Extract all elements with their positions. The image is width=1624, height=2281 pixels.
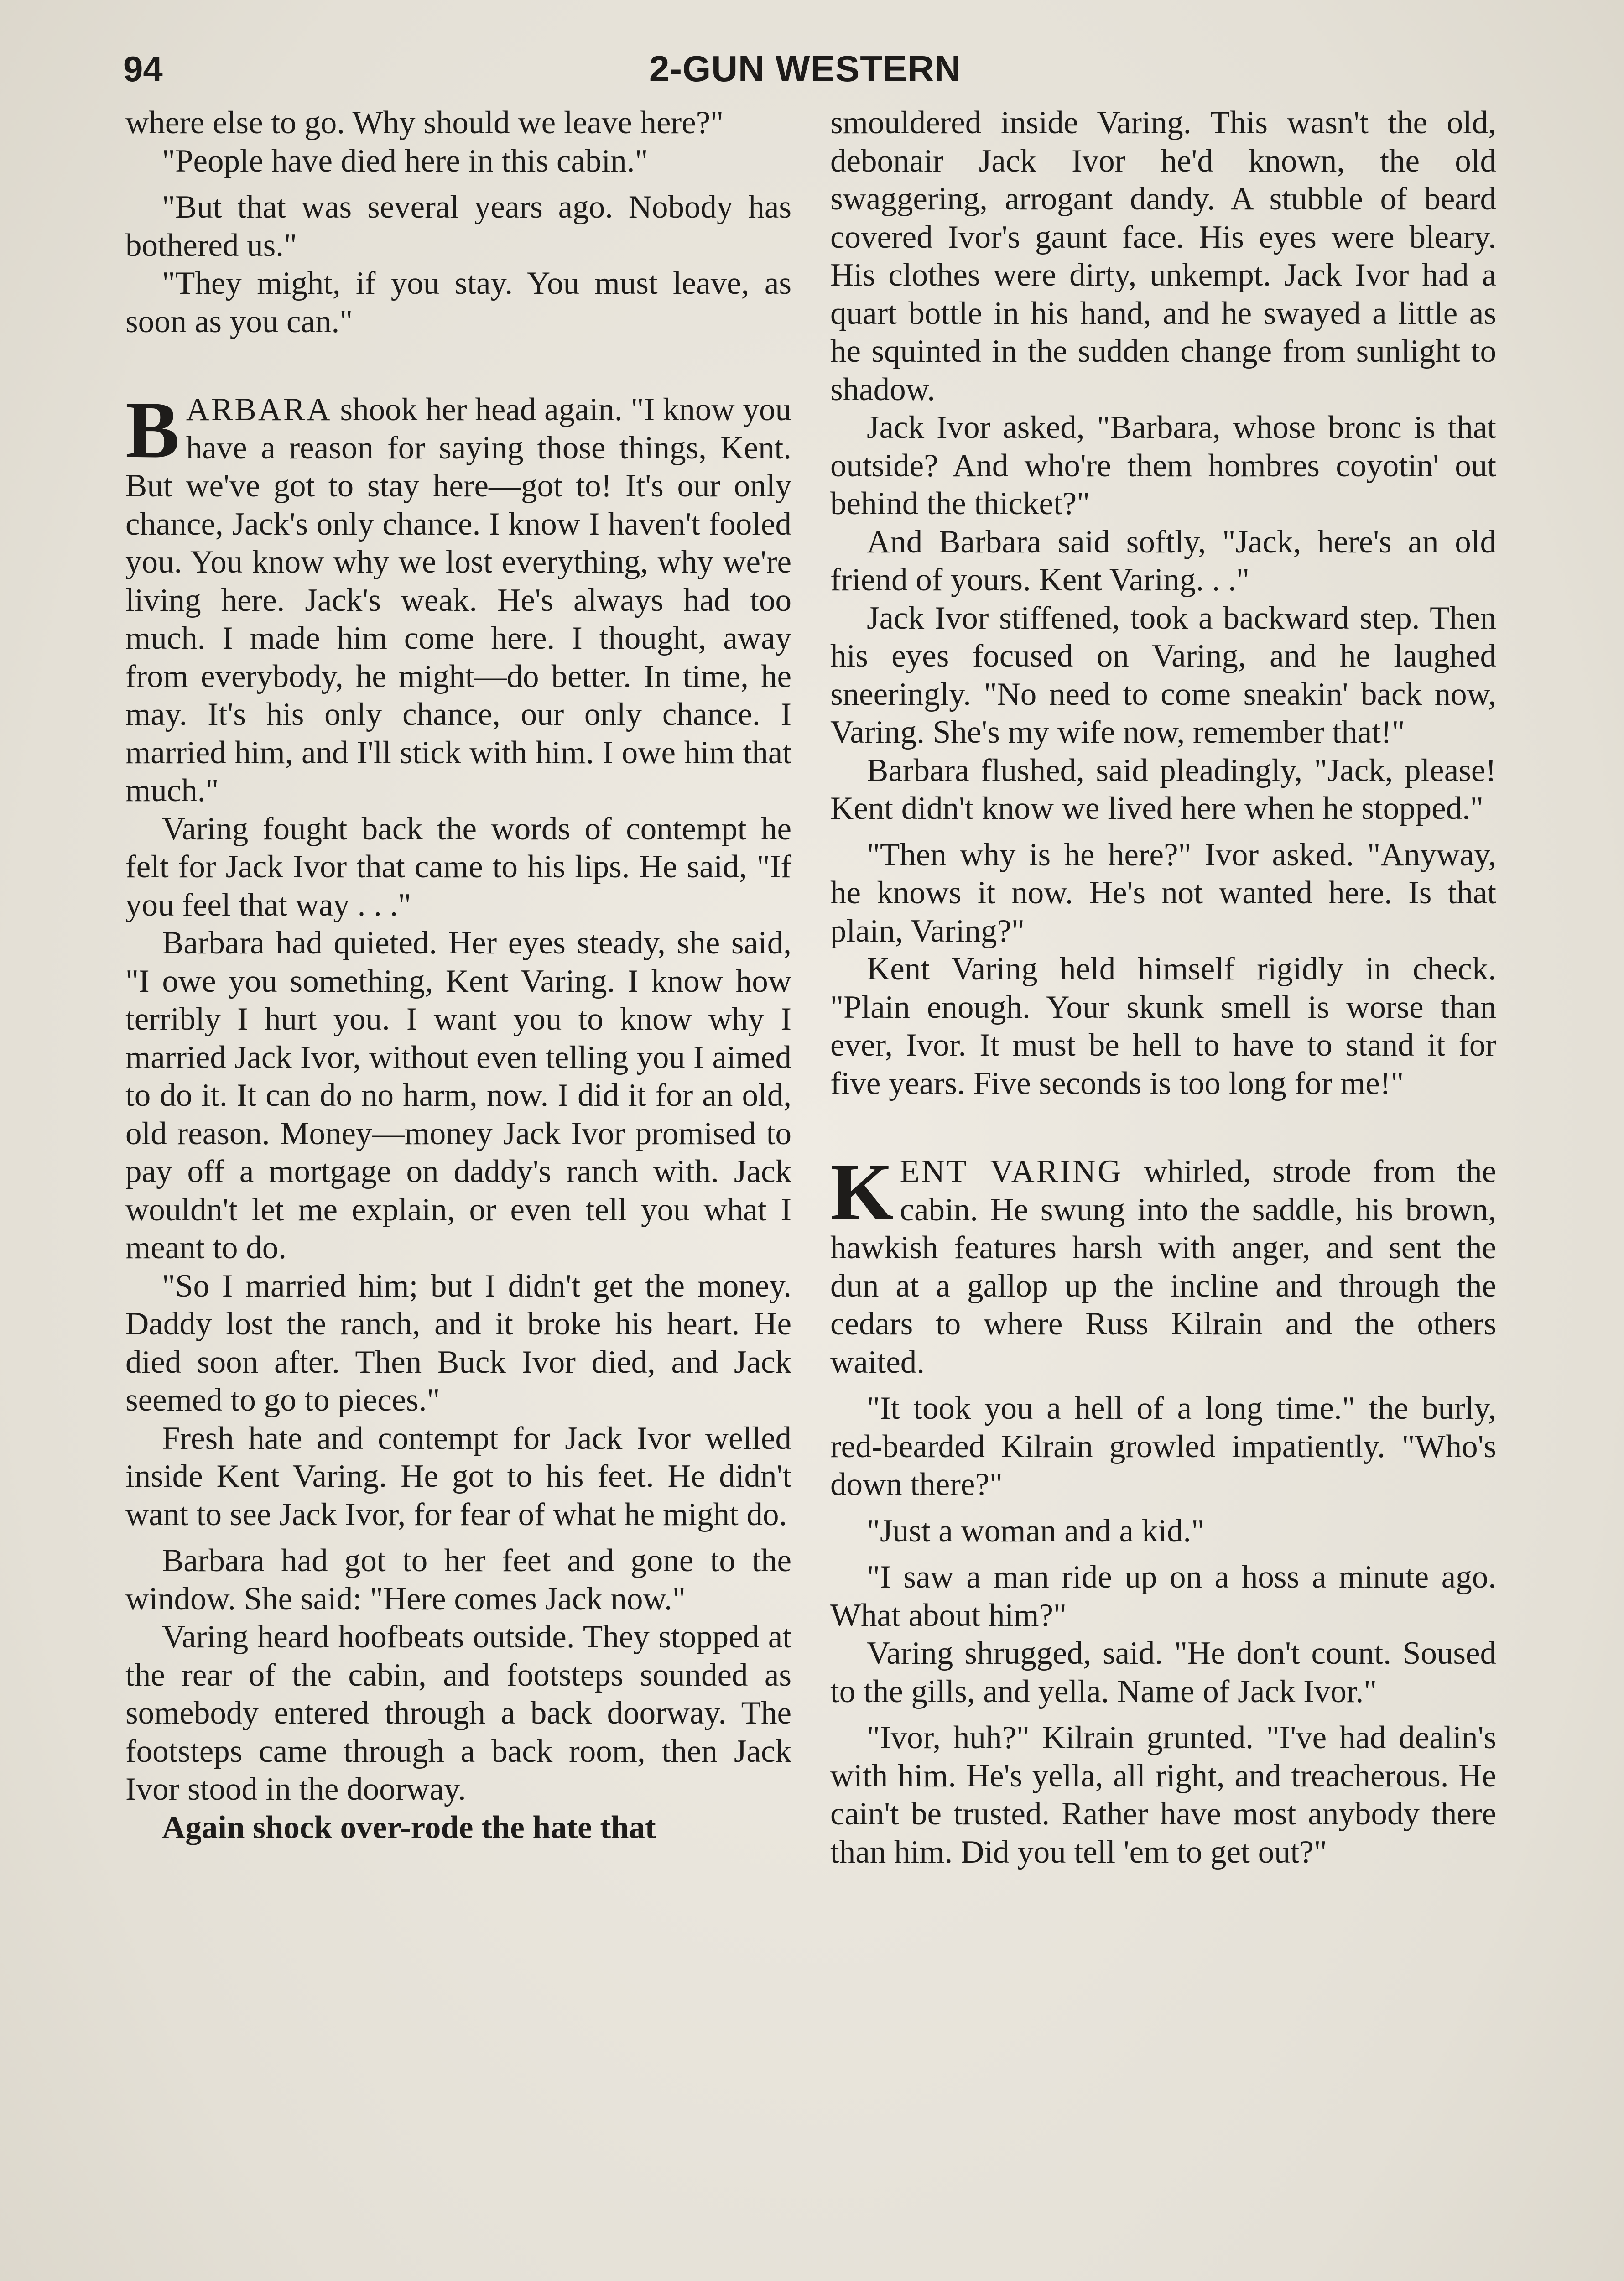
paragraph: Varing heard hoofbeats outside. They stopped at the rear of the cabin, and footsteps sounded as somebody entered through a back doorway. The footsteps came through a back room, then Jack Ivor stood in the doorway.	[125, 1619, 791, 1807]
paragraph: Barbara had quieted. Her eyes steady, she said, "I owe you something, Kent Varing. I know how terribly I hurt you. I want you to know why I married Jack Ivor, without even telling you I aimed to do it. It can do no harm, now. I did it for an old, old reason. Money—money Jack Ivor promised to pay off a mortgage on daddy's ranch with. Jack wouldn't let me explain, or even tell you what I meant to do.	[125, 925, 791, 1265]
right-column	[830, 104, 1496, 1871]
paragraph: "Just a woman and a kid."	[867, 1513, 1205, 1549]
paragraph: where else to go. Why should we leave here?"	[125, 105, 724, 141]
paragraph: "Ivor, huh?" Kilrain grunted. "I've had dealin's with him. He's yella, all right, and treacherous. He cain't be trusted. Rather have most anybody there than him. Did you tell 'em to get out?"	[830, 1720, 1496, 1870]
paragraph: Barbara had got to her feet and gone to the window. She said: "Here comes Jack now."	[125, 1543, 791, 1617]
paragraph-text: whirled, strode from the cabin. He swung into the saddle, his brown, hawkish features harsh with anger, and sent the dun at a gallop up the incline and through the cedars to where Russ Kilrain and the others waited.	[830, 1154, 1496, 1380]
section-opening-paragraph	[830, 1146, 1496, 1381]
paragraph: Varing shrugged, said. "He don't count. Soused to the gills, and yella. Name of Jack Ivor."	[830, 1635, 1496, 1709]
page-header	[123, 44, 1487, 94]
paragraph: Barbara flushed, said pleadingly, "Jack, please! Kent didn't know we lived here when he stopped."	[830, 752, 1496, 826]
paragraph: "I saw a man ride up on a hoss a minute ago. What about him?"	[830, 1559, 1496, 1633]
paragraph: Fresh hate and contempt for Jack Ivor welled inside Kent Varing. He got to his feet. He didn't want to see Jack Ivor, for fear of what he might do.	[125, 1420, 791, 1532]
drop-cap: B	[125, 385, 180, 475]
paragraph: Again shock over-rode the hate that	[162, 1809, 656, 1845]
left-column	[125, 104, 791, 1847]
paragraph: Kent Varing held himself rigidly in check. "Plain enough. Your skunk smell is worse than ever, Ivor. It must be hell to have to stand it for five years. Five seconds is too long for me!"	[830, 951, 1496, 1101]
section-lead-rest: shook her head again.	[332, 392, 623, 427]
paragraph: Jack Ivor asked, "Barbara, whose bronc is that outside? And who're them hombres coyotin' out behind the thicket?"	[830, 410, 1496, 521]
paragraph: smouldered inside Varing. This wasn't the old, debonair Jack Ivor he'd known, the old swaggering, arrogant dandy. A stubble of beard covered Ivor's gaunt face. His eyes were bleary. His clothes were dirty, unkempt. Jack Ivor had a quart bottle in his hand, and he swayed a little as he squinted in the sudden change from sunlight to shadow.	[830, 105, 1496, 407]
paragraph: "So I married him; but I didn't get the money. Daddy lost the ranch, and it broke his heart. He died soon after. Then Buck Ivor died, and Jack seemed to go to pieces."	[125, 1268, 791, 1418]
section-lead-smallcaps: ARBARA	[186, 392, 332, 427]
section-opening-paragraph	[125, 385, 791, 810]
paragraph: "Then why is he here?" Ivor asked. "Anyway, he knows it now. He's not wanted here. Is that plain, Varing?"	[830, 837, 1496, 949]
section-lead-smallcaps: ENT VARING	[900, 1154, 1123, 1189]
paragraph: "It took you a hell of a long time." the burly, red-bearded Kilrain growled impatiently. "Who's down there?"	[830, 1390, 1496, 1502]
paragraph-text: "I know you have a reason for saying those things, Kent. But we've got to stay here—got to! It's our only chance, Jack's only chance. I know I haven't fooled you. You know why we lost everything, why we're living here. Jack's weak. He's always had too much. I made him come here. I thought, away from everybody, he might—do better. In time, he may. It's his only chance, our only chance. I married him, and I'll stick with him. I owe him that much."	[125, 392, 791, 808]
paragraph: "They might, if you stay. You must leave, as soon as you can."	[125, 266, 791, 339]
paragraph: "People have died here in this cabin."	[162, 143, 648, 179]
paragraph: Varing fought back the words of contempt he felt for Jack Ivor that came to his lips. He said, "If you feel that way . . ."	[125, 811, 791, 923]
drop-cap: K	[830, 1146, 894, 1237]
paragraph: Jack Ivor stiffened, took a backward step. Then his eyes focused on Varing, and he laughed sneeringly. "No need to come sneakin' back now, Varing. She's my wife now, remember that!"	[830, 600, 1496, 750]
paragraph: "But that was several years ago. Nobody has bothered us."	[125, 189, 791, 263]
running-title: 2-GUN WESTERN	[649, 48, 962, 89]
paragraph: And Barbara said softly, "Jack, here's an old friend of yours. Kent Varing. . ."	[830, 524, 1496, 598]
page-number: 94	[123, 49, 163, 89]
